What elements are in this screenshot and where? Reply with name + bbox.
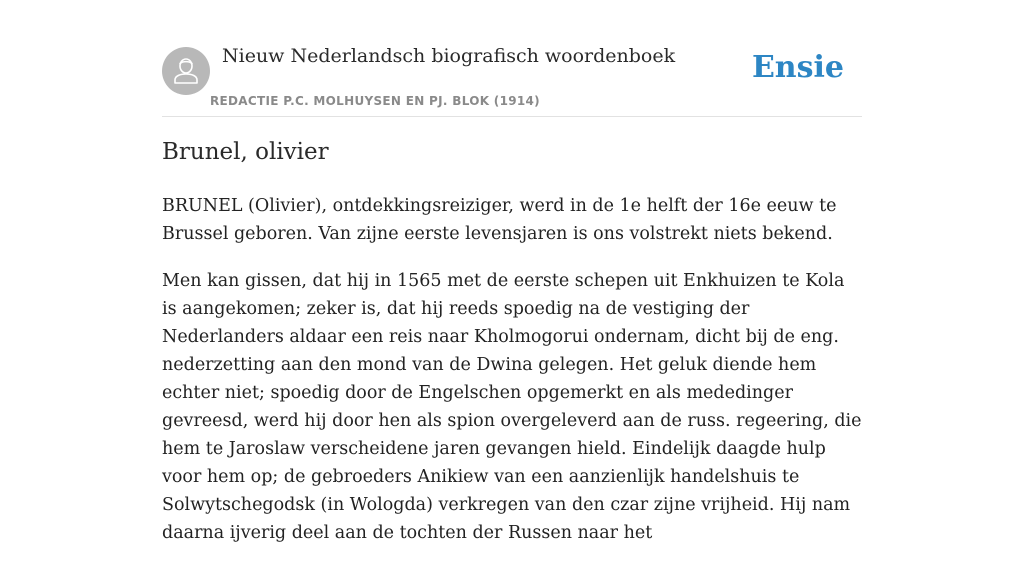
ensie-logo[interactable]: Ensie	[751, 50, 844, 85]
entry-paragraph: BRUNEL (Olivier), ontdekkingsreiziger, werd in de 1e helft der 16e eeuw te Brussel geboren. Van zijne eerste levensjaren is ons volstrekt niets bekend.	[162, 196, 837, 244]
entry-content	[162, 192, 862, 566]
entry-title: Brunel, olivier	[162, 139, 329, 165]
person-icon	[172, 56, 200, 86]
entry-paragraph: Men kan gissen, dat hij in 1565 met de eerste schepen uit Enkhuizen te Kola is aangekomen; zeker is, dat hij reeds spoedig na de vestiging der Nederlanders aldaar een reis naar Kholmogorui ondernam, dicht bij de eng. nederzetting aan den mond van de Dwina gelegen. Het geluk diende hem echter niet; spoedig door de Engelschen opgemerkt en als mededinger gevreesd, werd hij door hen als spion overgeleverd aan de russ. regeering, die hem te Jaroslaw verscheidene jaren gevangen hield. Eindelijk daagde hulp voor hem op; de gebroeders Anikiew van een aanzienlijk handelshuis te Solwytschegodsk (in Wologda) verkregen van den czar zijne vrijheid. Hij nam daarna ijverig deel aan de tochten der Russen naar het	[162, 271, 862, 543]
site-header	[162, 0, 862, 117]
book-title[interactable]: Nieuw Nederlandsch biografisch woordenboek	[222, 45, 676, 67]
book-editors: REDACTIE P.C. MOLHUYSEN EN PJ. BLOK (1914)	[210, 94, 540, 108]
avatar[interactable]	[162, 47, 210, 95]
